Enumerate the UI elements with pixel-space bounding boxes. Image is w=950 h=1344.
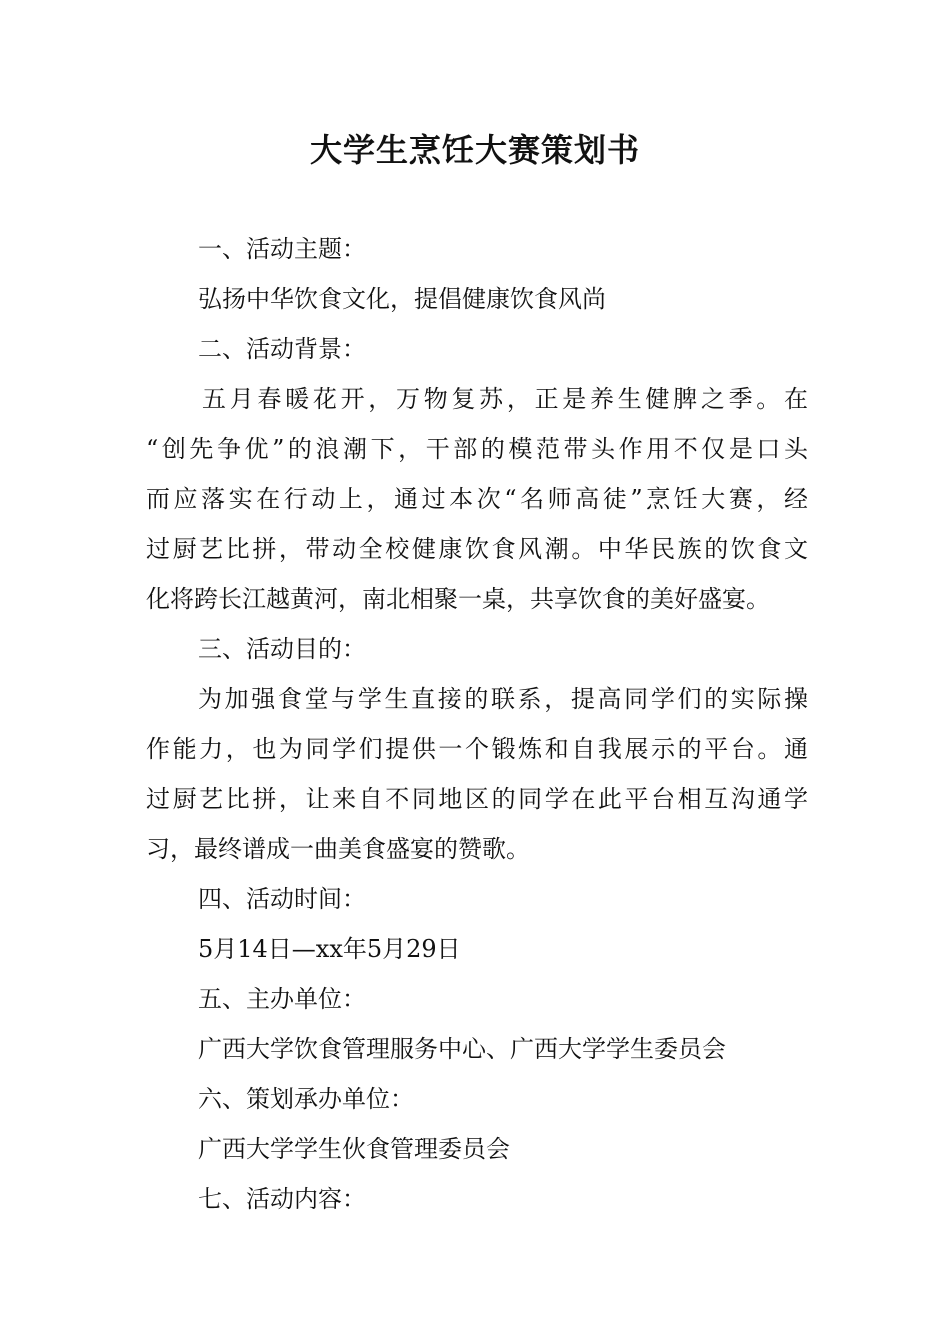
paragraph-line: “创先争优”的浪潮下，干部的模范带头作用不仅是口头 [146,435,808,463]
section-heading-content: 七、活动内容： [198,1185,366,1213]
section-heading-time: 四、活动时间： [198,885,366,913]
section-heading-purpose: 三、活动目的： [198,635,366,663]
section-body-time: 5月14日—xx年5月29日 [198,935,461,963]
paragraph-line: 过厨艺比拼，带动全校健康饮食风潮。中华民族的饮食文 [146,535,808,563]
document-body [146,224,808,1224]
paragraph-line: 作能力，也为同学们提供一个锻炼和自我展示的平台。通 [146,735,808,763]
paragraph-line: 五月春暖花开，万物复苏，正是养生健脾之季。在 [202,385,808,413]
section-body-theme: 弘扬中华饮食文化，提倡健康饮食风尚 [198,285,606,313]
section-heading-host: 五、主办单位： [198,985,366,1013]
section-body-host: 广西大学饮食管理服务中心、广西大学学生委员会 [198,1035,726,1063]
section-heading-organizer: 六、策划承办单位： [198,1085,414,1113]
paragraph-line: 化将跨长江越黄河，南北相聚一桌，共享饮食的美好盛宴。 [146,585,770,613]
document-title: 大学生烹饪大赛策划书 [309,131,640,169]
section-body-organizer: 广西大学学生伙食管理委员会 [198,1135,510,1163]
paragraph-line: 为加强食堂与学生直接的联系，提高同学们的实际操 [198,685,808,713]
paragraph-line: 而应落实在行动上，通过本次“名师高徒”烹饪大赛，经 [146,485,808,513]
paragraph-line: 过厨艺比拼，让来自不同地区的同学在此平台相互沟通学 [146,785,808,813]
paragraph-line: 习，最终谱成一曲美食盛宴的赞歌。 [146,835,530,863]
section-heading-theme: 一、活动主题： [198,235,366,263]
section-heading-background: 二、活动背景： [198,335,366,363]
